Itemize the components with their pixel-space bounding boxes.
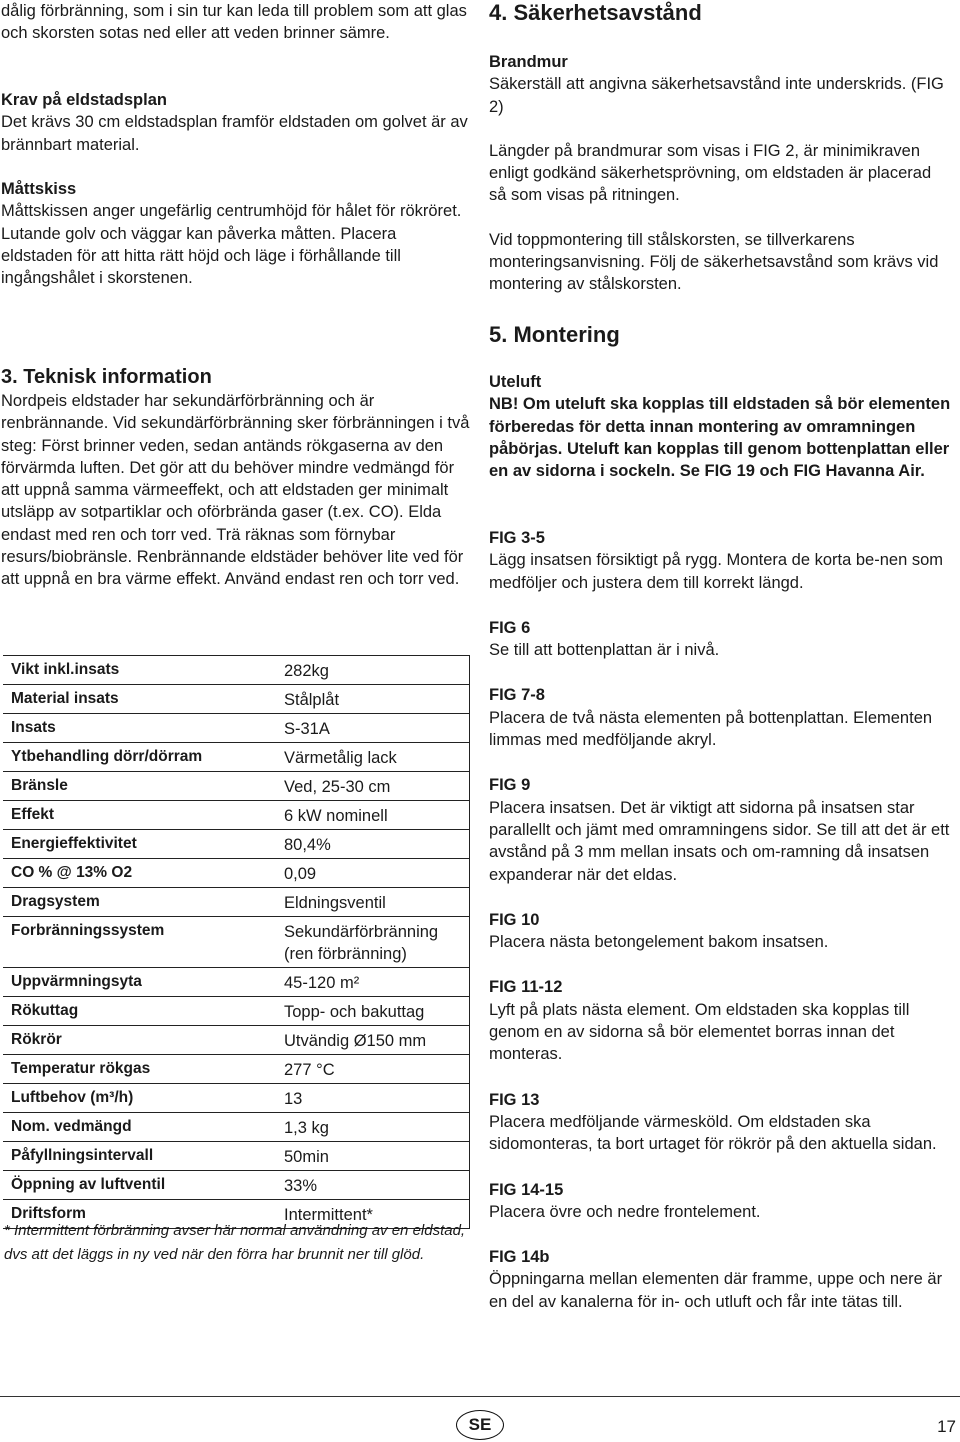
fig-text: Se till att bottenplattan är i nivå. <box>489 641 720 660</box>
spec-label: Ytbehandling dörr/dörram <box>11 748 203 765</box>
firewall-heading: Brandmur <box>489 53 568 71</box>
spec-value: 80,4% <box>284 836 331 854</box>
fig-text: Lyft på plats nästa element. Om eldstaden ska kopplas till genom en av sidorna så bör elementet borras innan det monteras. <box>489 1000 910 1064</box>
sketch-text: Måttskissen anger ungefärlig centrumhöjd för hålet för rökröret. Lutande golv och väggar kan påverka måtten. Placera eldstaden för att hitta rätt höjd och läge i förhållande till ingångshålet i skorstenen. <box>1 202 462 288</box>
spec-row <box>3 1055 470 1084</box>
fig-title: FIG 11-12 <box>489 978 563 997</box>
fig-title: FIG 14b <box>489 1248 550 1267</box>
spec-value: 6 kW nominell <box>284 807 388 825</box>
spec-value: 277 °C <box>284 1061 335 1079</box>
spec-row <box>3 714 470 743</box>
outside-air-text: NB! Om uteluft ska kopplas till eldstaden så bör elementen förberedas för detta innan montering av omramningen påbörjas. Uteluft kan kopplas till genom bottenplattan eller en av sidorna i sockeln. Se FIG 19 och FIG Havanna Air. <box>489 395 951 481</box>
spec-label: Uppvärmningsyta <box>11 973 142 990</box>
intro-paragraph: dålig förbränning, som i sin tur kan leda till problem som att glas och skorsten sotas ned eller att veden brinner sämre. <box>1 2 467 43</box>
fig-item <box>489 527 951 594</box>
spec-row <box>3 968 470 997</box>
fig-text: Öppningarna mellan elementen där framme, uppe och nere är en del av kanalerna för in- och utluft och får inte tätas till. <box>489 1270 943 1311</box>
spec-label: Effekt <box>11 806 55 823</box>
firewall-text-2: Längder på brandmurar som visas i FIG 2, är minimikraven enligt godkänd säkerhetsprövning, om eldstaden är placerad så som visas på ritningen. <box>489 141 932 205</box>
spec-value: 0,09 <box>284 865 317 883</box>
spec-row <box>3 801 470 830</box>
fig-text: Placera de två nästa elementen på bottenplattan. Elementen limmas med medföljande akryl. <box>489 708 933 750</box>
spec-label: Bränsle <box>11 777 68 794</box>
spec-value: Eldningsventil <box>284 894 386 912</box>
spec-row <box>3 743 470 772</box>
language-badge: SE <box>456 1410 504 1440</box>
footer-rule <box>0 1396 960 1397</box>
spec-label: Nom. vedmängd <box>11 1118 132 1135</box>
spec-label: Påfyllningsintervall <box>11 1147 154 1164</box>
page-number: 17 <box>937 1417 956 1436</box>
outside-air-section <box>489 371 951 482</box>
tech-heading: 3. Teknisk information <box>1 366 212 388</box>
fig-item <box>489 1179 951 1224</box>
spec-label: Energieffektivitet <box>11 835 137 852</box>
spec-row <box>3 685 470 714</box>
fig-item <box>489 684 951 751</box>
spec-value: 50min <box>284 1148 329 1166</box>
spec-value: 33% <box>284 1177 318 1195</box>
spec-value: S-31A <box>284 720 330 738</box>
tech-text: Nordpeis eldstader har sekundärförbränning och är renbrännande. Vid sekundärförbränning sker förbränningen i två steg: Först brinner veden, sedan antänds rökgaserna av den förvärmda luften. Det gör att du behöver mindre vedmängd för att uppnå samma värmeeffekt, och att eldstaden ger minimalt utsläpp av sotpartiklar och oförbrända gaser (t.ex. CO). Elda endast med ren och torr ved. Trä räknas som förnybar resurs/biobränsle. Renbrännande eldstäder behöver lite ved för att uppnå en bra värme effekt. Använd endast ren och torr ved. <box>1 392 470 589</box>
fig-title: FIG 14-15 <box>489 1180 564 1199</box>
fig-text: Placera övre och nedre frontelement. <box>489 1202 761 1221</box>
hearth-heading: Krav på eldstadsplan <box>1 91 167 109</box>
spec-label: Driftsform <box>11 1205 86 1222</box>
spec-label: Vikt inkl.insats <box>11 661 120 678</box>
fig-item <box>489 976 951 1065</box>
spec-label: CO % @ 13% O2 <box>11 864 133 881</box>
spec-value: Stålplåt <box>284 691 340 709</box>
fig-item <box>489 1089 951 1156</box>
fig-title: FIG 6 <box>489 618 531 637</box>
hearth-text: Det krävs 30 cm eldstadsplan framför eldstaden om golvet är av brännbart material. <box>1 113 468 154</box>
safety-heading: 4. Säkerhetsavstånd <box>489 0 702 25</box>
spec-value: Värmetålig lack <box>284 749 397 767</box>
sketch-heading: Måttskiss <box>1 180 77 198</box>
fig-title: FIG 7-8 <box>489 686 545 705</box>
firewall-text-3: Vid toppmontering till stålskorsten, se tillverkarens monteringsanvisning. Följ de säkerhetsavstånd som krävs vid montering av stålskorsten. <box>489 230 939 294</box>
spec-label: Forbränningssystem <box>11 922 165 939</box>
tech-section <box>1 364 471 591</box>
spec-label: Material insats <box>11 690 119 707</box>
hearth-section <box>1 89 471 156</box>
fig-title: FIG 10 <box>489 910 540 929</box>
firewall-section <box>489 51 951 296</box>
spec-row <box>3 997 470 1026</box>
spec-value: Intermittent* <box>284 1206 373 1224</box>
spec-label: Öppning av luftventil <box>11 1176 166 1193</box>
spec-label: Dragsystem <box>11 893 100 910</box>
spec-value: Utvändig Ø150 mm <box>284 1032 427 1050</box>
spec-row <box>3 859 470 888</box>
spec-label: Luftbehov (m³/h) <box>11 1089 134 1106</box>
spec-value: Ved, 25-30 cm <box>284 778 391 796</box>
fig-item <box>489 617 951 662</box>
spec-row <box>3 1084 470 1113</box>
fig-title: FIG 3-5 <box>489 529 545 547</box>
fig-text: Lägg insatsen försiktigt på rygg. Montera de korta be-nen som medföljer och justera dem till korrekt längd. <box>489 551 943 592</box>
fig-list <box>489 527 951 1313</box>
spec-row <box>3 772 470 801</box>
spec-label: Rökrör <box>11 1031 62 1048</box>
spec-label: Temperatur rökgas <box>11 1060 151 1077</box>
fig-text: Placera medföljande värmesköld. Om eldstaden ska sidomonteras, ta bort urtaget för rökrör på den aktuella sidan. <box>489 1112 937 1154</box>
spec-row <box>3 1171 470 1200</box>
sketch-section <box>1 178 471 289</box>
spec-value: 13 <box>284 1090 303 1108</box>
spec-row <box>3 1142 470 1171</box>
mount-heading: 5. Montering <box>489 322 620 347</box>
fig-title: FIG 9 <box>489 776 531 795</box>
spec-label: Insats <box>11 719 56 736</box>
spec-row <box>3 655 470 685</box>
spec-value: 45-120 m² <box>284 974 360 992</box>
fig-item <box>489 909 951 954</box>
spec-value: Sekundärförbränning (ren förbränning) <box>284 923 439 963</box>
fig-item <box>489 1246 951 1313</box>
spec-table <box>3 655 470 1229</box>
outside-air-heading: Uteluft <box>489 373 542 391</box>
fig-title: FIG 13 <box>489 1090 540 1109</box>
footnote: * Intermittent förbränning avser här normal användning av en eldstad, dvs att det läggs in ny ved när den förra har brunnit ner till glöd. <box>4 1222 466 1263</box>
fig-text: Placera insatsen. Det är viktigt att sidorna på insatsen star parallellt och jämt med omramningens sidor. Se till att det är ett avstånd på 3 mm mellan insats och om-ramning då insatsen expanderar när det eldas. <box>489 798 950 884</box>
fig-text: Placera nästa betongelement bakom insatsen. <box>489 933 829 952</box>
spec-row <box>3 1113 470 1142</box>
spec-row <box>3 917 470 968</box>
spec-value: 1,3 kg <box>284 1119 329 1137</box>
firewall-text: Säkerställ att angivna säkerhetsavstånd inte underskrids. (FIG 2) <box>489 75 944 116</box>
spec-label: Rökuttag <box>11 1002 79 1019</box>
spec-value: 282kg <box>284 662 329 680</box>
fig-item <box>489 774 951 885</box>
spec-row <box>3 1026 470 1055</box>
spec-row <box>3 888 470 917</box>
spec-value: Topp- och bakuttag <box>284 1003 425 1021</box>
spec-row <box>3 830 470 859</box>
